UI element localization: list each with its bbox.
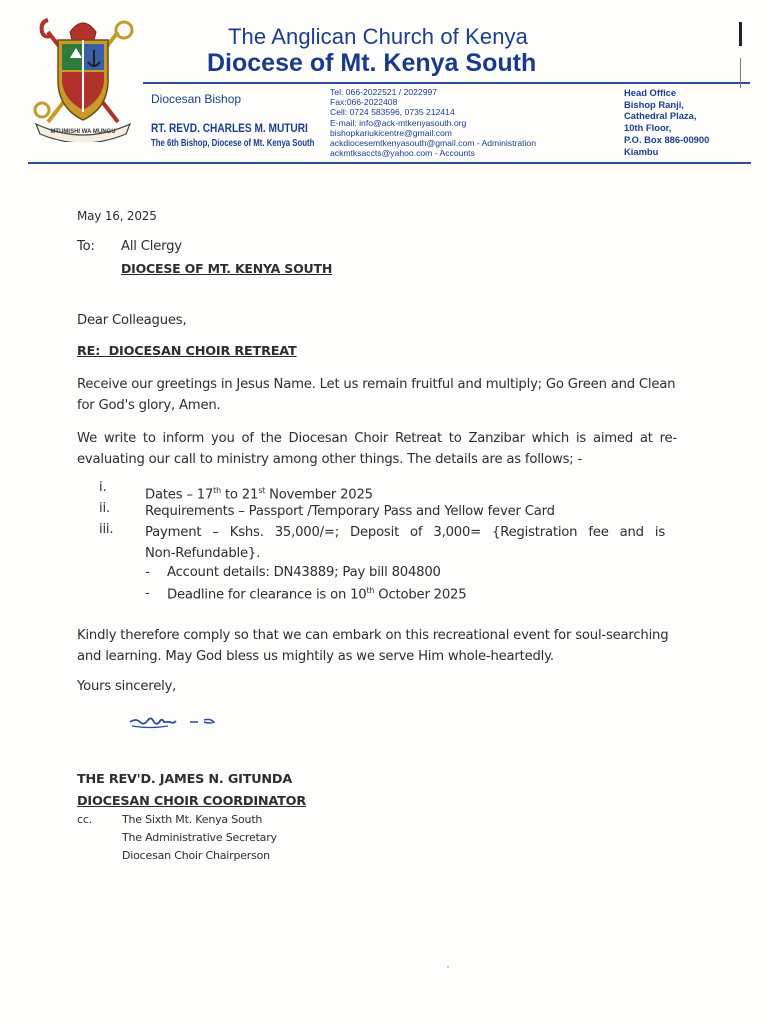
office-line: P.O. Box 886-00900 [624, 133, 710, 145]
svg-text:MTUMISHI WA MUNGU: MTUMISHI WA MUNGU [50, 129, 116, 135]
scan-speck [447, 966, 449, 968]
office-line: Bishop Ranji, [624, 98, 684, 110]
salutation: Dear Colleagues, [77, 313, 187, 328]
cc-recipient: The Sixth Mt. Kenya South [122, 813, 263, 826]
contact-email-bishop: bishopkariukicentre@gmail.com [330, 127, 452, 138]
signer-role: DIOCESAN CHOIR COORDINATOR [77, 794, 306, 809]
subject-line: RE: DIOCESAN CHOIR RETREAT [77, 344, 297, 359]
sub-list-dash: - [145, 565, 150, 580]
office-line: Kiambu [624, 145, 659, 157]
bishop-name: RT. REVD. CHARLES M. MUTURI [151, 123, 308, 135]
list-item-payment: Payment – Kshs. 35,000/=; Deposit of 3,000= {Registration fee and is Non-Refundable}. [145, 525, 673, 561]
closing: Yours sincerely, [77, 679, 177, 694]
sub-item-account: Account details: DN43889; Pay bill 804800 [167, 565, 441, 580]
contact-fax: Fax:066-2022408 [330, 97, 398, 108]
paragraph-intro: We write to inform you of the Diocesan Choir Retreat to Zanzibar which is aimed at re-evaluating our call to ministry among other things. The details are as follows; - [77, 431, 677, 467]
contact-email-admin: ackdiocesemtkenyasouth@gmail.com - Administration [330, 138, 536, 149]
list-number: i. [99, 480, 107, 495]
contact-email: E-mail: info@ack-mtkenyasouth.org [330, 117, 467, 128]
cc-recipient: The Administrative Secretary [122, 831, 277, 844]
recipient: All Clergy [121, 239, 182, 254]
sub-item-deadline: Deadline for clearance is on 10th October 2025 [167, 586, 467, 603]
recipient-label: To: [77, 239, 95, 254]
office-line: Cathedral Plaza, [624, 110, 697, 122]
cc-recipient: Diocesan Choir Chairperson [122, 849, 270, 862]
church-name: The Anglican Church of Kenya [228, 24, 528, 49]
contact-details [330, 87, 536, 158]
header-divider [143, 82, 750, 84]
office-line: 10th Floor, [624, 122, 672, 134]
paragraph-greeting: Receive our greetings in Jesus Name. Let us remain fruitful and multiply; Go Green and Clean for God's glory, Amen. [77, 377, 676, 413]
list-item-requirements: Requirements – Passport /Temporary Pass and Yellow fever Card [145, 504, 555, 519]
contact-tel: Tel: 066-2022521 / 2022997 [330, 87, 438, 97]
office-line: Head Office [624, 87, 677, 98]
bishop-subtitle: The 6th Bishop, Diocese of Mt. Kenya South [151, 138, 315, 149]
recipient-organization: DIOCESE OF MT. KENYA SOUTH [121, 261, 333, 276]
edge-mark-faint [740, 58, 741, 88]
cc-label: cc. [77, 813, 92, 826]
letterhead-bottom-divider [28, 162, 751, 164]
contact-email-accounts: ackmtksaccts@yahoo.com - Accounts [330, 148, 475, 159]
sub-list-dash: - [145, 586, 150, 601]
diocese-name: Diocese of Mt. Kenya South [207, 49, 537, 77]
signature [128, 712, 228, 734]
paragraph-closing: Kindly therefore comply so that we can embark on this recreational event for soul-searching and learning. May God bless us mightily as we serve Him whole-heartedly. [77, 628, 669, 664]
list-number: ii. [99, 501, 110, 516]
letter-date: May 16, 2025 [77, 209, 157, 223]
bishop-title: Diocesan Bishop [151, 92, 242, 106]
contact-cell: Cell: 0724 583596, 0735 212414 [330, 107, 455, 118]
edge-mark [739, 22, 742, 46]
diocese-crest-logo [26, 12, 140, 142]
list-item-dates: Dates – 17th to 21st November 2025 [145, 486, 373, 503]
office-address [624, 87, 709, 157]
signer-name: THE REV'D. JAMES N. GITUNDA [77, 772, 293, 787]
list-number: iii. [99, 522, 114, 537]
